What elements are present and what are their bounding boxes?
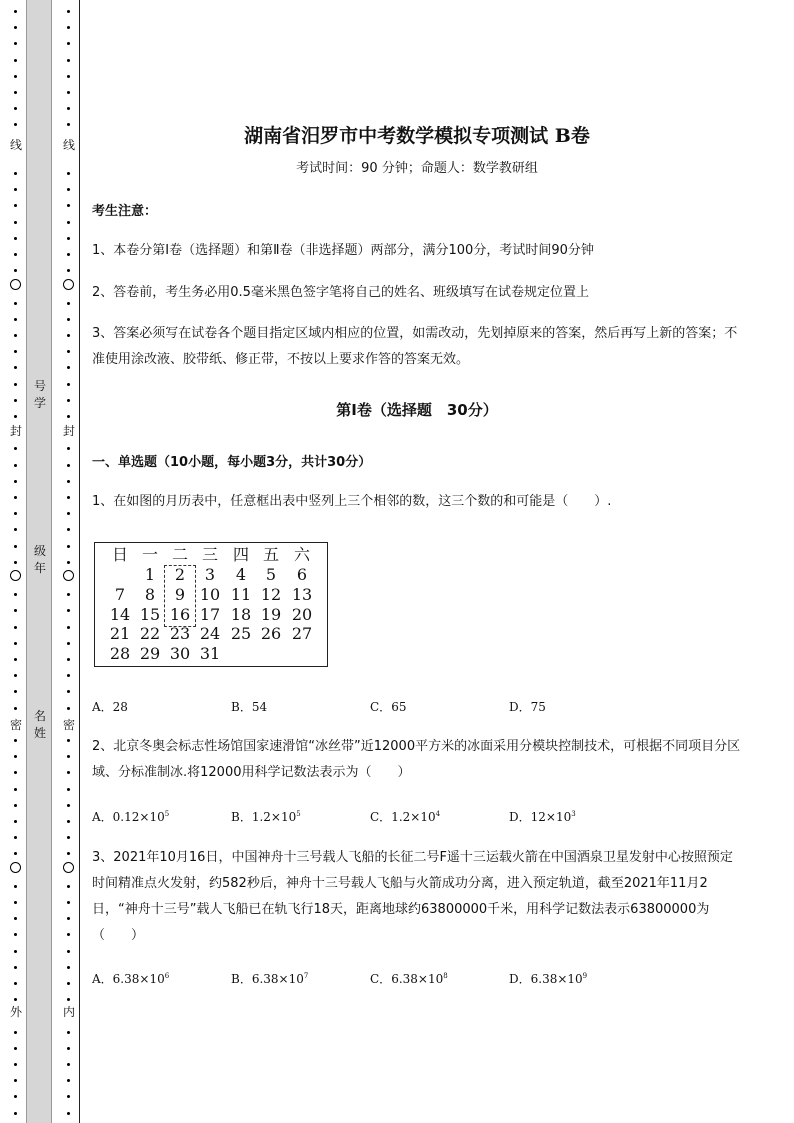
- binding-dot: [67, 318, 70, 321]
- binding-dot: [67, 123, 70, 126]
- binding-label: 密: [9, 718, 22, 732]
- binding-dot: [67, 1047, 70, 1050]
- binding-dot: [14, 933, 17, 936]
- binding-dot: [14, 123, 17, 126]
- binding-label: 封: [9, 424, 22, 438]
- binding-dot: [14, 496, 17, 499]
- calendar-date: 27: [291, 624, 313, 643]
- binding-dot: [14, 334, 17, 337]
- binding-dot: [67, 626, 70, 629]
- calendar-weekday-header: 六: [293, 545, 310, 564]
- calendar-weekday-header: 一: [141, 545, 158, 564]
- binding-dot: [14, 350, 17, 353]
- binding-circle: [63, 570, 74, 581]
- calendar-date: 31: [199, 644, 221, 663]
- calendar-date: 6: [296, 565, 308, 584]
- calendar-date: 5: [265, 565, 277, 584]
- binding-dot: [67, 561, 70, 564]
- binding-dot: [14, 366, 17, 369]
- calendar-date: 1: [144, 565, 156, 584]
- question-3-options: [92, 970, 742, 990]
- binding-circle: [63, 279, 74, 290]
- binding-dot: [14, 91, 17, 94]
- binding-dot: [67, 1063, 70, 1066]
- calendar-date: 20: [291, 605, 313, 624]
- binding-dot: [67, 545, 70, 548]
- binding-dot: [14, 1031, 17, 1034]
- option-a[interactable]: A．$0.12\times 10^5$: [92, 810, 170, 824]
- calendar-date: 24: [199, 624, 221, 643]
- binding-dot: [14, 804, 17, 807]
- binding-dot: [14, 771, 17, 774]
- inner-binding-column: [61, 0, 77, 1123]
- binding-dot: [67, 464, 70, 467]
- option-b[interactable]: B．54: [231, 700, 268, 714]
- student-field-char: 学: [33, 396, 46, 410]
- binding-dot: [14, 188, 17, 191]
- binding-dot: [14, 75, 17, 78]
- student-field-char: 姓: [33, 726, 46, 740]
- binding-dot: [14, 399, 17, 402]
- binding-dot: [67, 350, 70, 353]
- calendar-date: 15: [139, 605, 161, 624]
- student-field-char: 名: [33, 709, 46, 723]
- student-field-char: 级: [33, 544, 46, 558]
- binding-dot: [14, 512, 17, 515]
- binding-dot: [67, 755, 70, 758]
- binding-dot: [67, 334, 70, 337]
- binding-dot: [67, 528, 70, 531]
- question-1-options: [92, 698, 742, 718]
- binding-label: 外: [9, 1005, 22, 1019]
- binding-dot: [14, 739, 17, 742]
- notice-item: 1、本卷分第Ⅰ卷（选择题）和第Ⅱ卷（非选择题）两部分，满分100分，考试时间90分钟: [92, 243, 594, 258]
- calendar-date: 12: [260, 585, 282, 604]
- binding-dot: [14, 1079, 17, 1082]
- calendar-date: 26: [260, 624, 282, 643]
- calendar-weekday-header: 三: [201, 545, 218, 564]
- binding-dot: [67, 658, 70, 661]
- option-d[interactable]: D．75: [509, 700, 546, 714]
- binding-dot: [67, 933, 70, 936]
- binding-dot: [67, 302, 70, 305]
- binding-dot: [67, 10, 70, 13]
- calendar-date: 7: [114, 585, 126, 604]
- notice-item: 2、答卷前，考生务必用0.5毫米黑色签字笔将自己的姓名、班级填写在试卷规定位置上: [92, 285, 589, 300]
- binding-dot: [14, 707, 17, 710]
- option-a[interactable]: A．28: [92, 700, 128, 714]
- binding-dot: [67, 447, 70, 450]
- binding-dot: [67, 383, 70, 386]
- calendar-date: 22: [139, 624, 161, 643]
- binding-dot: [14, 593, 17, 596]
- option-a[interactable]: A．$6.38\times 10^6$: [92, 972, 170, 986]
- calendar-date: 2: [174, 565, 186, 584]
- binding-dot: [67, 982, 70, 985]
- binding-dot: [14, 788, 17, 791]
- calendar-date: 11: [230, 585, 252, 604]
- binding-dot: [67, 771, 70, 774]
- exam-title: 湖南省汨罗市中考数学模拟专项测试 B卷: [244, 125, 590, 147]
- question-2-stem: 2、北京冬奥会标志性场馆国家速滑馆“冰丝带”近12000平方米的冰面采用分模块控制技术，可根据不同项目分区域、分标准制冰.将12000用科学记数法表示为（ ）: [92, 739, 741, 780]
- option-b[interactable]: B．$1.2\times 10^5$: [231, 810, 301, 824]
- student-field-label: [27, 378, 53, 412]
- binding-dot: [14, 674, 17, 677]
- binding-label: 密: [62, 718, 75, 732]
- option-c[interactable]: C．65: [370, 700, 407, 714]
- calendar-date: 14: [109, 605, 131, 624]
- question-2-options: [92, 808, 742, 828]
- binding-dot: [14, 253, 17, 256]
- option-c[interactable]: C．$6.38\times 10^8$: [370, 972, 448, 986]
- calendar-date: 16: [169, 605, 191, 624]
- binding-dot: [14, 172, 17, 175]
- binding-dot: [14, 755, 17, 758]
- binding-line: [79, 0, 80, 1123]
- calendar-date: 17: [199, 605, 221, 624]
- month-calendar: [94, 542, 328, 667]
- binding-dot: [14, 383, 17, 386]
- binding-dot: [67, 188, 70, 191]
- binding-label: 线: [62, 138, 75, 152]
- binding-dot: [14, 1112, 17, 1115]
- binding-dot: [14, 447, 17, 450]
- binding-dot: [67, 59, 70, 62]
- binding-dot: [14, 917, 17, 920]
- binding-dot: [14, 415, 17, 418]
- student-field-char: 年: [33, 561, 46, 575]
- binding-circle: [63, 862, 74, 873]
- binding-dot: [67, 674, 70, 677]
- binding-dot: [14, 982, 17, 985]
- binding-dot: [67, 820, 70, 823]
- binding-dot: [67, 237, 70, 240]
- binding-dot: [67, 739, 70, 742]
- calendar-date: 19: [260, 605, 282, 624]
- binding-dot: [14, 302, 17, 305]
- binding-dot: [14, 1063, 17, 1066]
- student-field-label: [27, 543, 53, 577]
- binding-dot: [67, 966, 70, 969]
- binding-dot: [67, 399, 70, 402]
- binding-dot: [14, 642, 17, 645]
- notice-heading: 考生注意：: [92, 204, 158, 219]
- binding-dot: [14, 885, 17, 888]
- question-3-stem: 3、2021年10月16日，中国神舟十三号载人飞船的长征二号F遥十三运载火箭在中国酒泉卫星发射中心按照预定时间精准点火发射，约582秒后，神舟十三号载人飞船与火箭成功分离，进入预定轨道，截至2021年11月2日，“神舟十三号”载人飞船已在轨飞行18天，距离地球约63800000千米，用科学记数法表示63800000为（ ）: [92, 850, 733, 943]
- binding-dot: [14, 269, 17, 272]
- calendar-date: 25: [230, 624, 252, 643]
- binding-label: 内: [62, 1005, 75, 1019]
- binding-label: 线: [9, 138, 22, 152]
- option-d[interactable]: D．$6.38\times 10^9$: [509, 972, 588, 986]
- calendar-date: 18: [230, 605, 252, 624]
- binding-label: 封: [62, 424, 75, 438]
- binding-dot: [67, 1031, 70, 1034]
- calendar-weekday-header: 四: [232, 545, 249, 564]
- binding-dot: [14, 561, 17, 564]
- option-d[interactable]: D．$12\times 10^3$: [509, 810, 576, 824]
- binding-dot: [14, 528, 17, 531]
- binding-dot: [67, 609, 70, 612]
- binding-dot: [67, 512, 70, 515]
- binding-dot: [67, 42, 70, 45]
- binding-circle: [10, 862, 21, 873]
- calendar-date: 30: [169, 644, 191, 663]
- calendar-date: 21: [109, 624, 131, 643]
- binding-dot: [67, 480, 70, 483]
- calendar-date: 9: [174, 585, 186, 604]
- binding-dot: [67, 75, 70, 78]
- binding-dot: [67, 1095, 70, 1098]
- binding-dot: [14, 626, 17, 629]
- binding-dot: [67, 593, 70, 596]
- binding-dot: [14, 966, 17, 969]
- binding-dot: [67, 1112, 70, 1115]
- option-b[interactable]: B．$6.38\times 10^7$: [231, 972, 309, 986]
- binding-dot: [67, 690, 70, 693]
- binding-dot: [67, 91, 70, 94]
- binding-dot: [67, 917, 70, 920]
- binding-dot: [14, 464, 17, 467]
- calendar-date: 23: [169, 624, 191, 643]
- binding-dot: [67, 172, 70, 175]
- binding-dot: [67, 950, 70, 953]
- section-heading: 一、单选题（10小题，每小题3分，共计30分）: [92, 455, 372, 470]
- student-info-strip: [26, 0, 52, 1123]
- binding-dot: [67, 26, 70, 29]
- calendar-date: 13: [291, 585, 313, 604]
- binding-dot: [67, 998, 70, 1001]
- binding-dot: [14, 42, 17, 45]
- binding-dot: [67, 204, 70, 207]
- student-field-label: [27, 708, 53, 742]
- binding-dot: [67, 707, 70, 710]
- binding-dot: [14, 237, 17, 240]
- binding-dot: [67, 1079, 70, 1082]
- calendar-date: 10: [199, 585, 221, 604]
- binding-dot: [14, 1047, 17, 1050]
- binding-dot: [67, 885, 70, 888]
- question-1-stem: 1、在如图的月历表中，任意框出表中竖列上三个相邻的数，这三个数的和可能是（ ）.: [92, 494, 612, 509]
- binding-dot: [14, 59, 17, 62]
- binding-dot: [14, 950, 17, 953]
- binding-dot: [14, 107, 17, 110]
- binding-dot: [67, 415, 70, 418]
- binding-dot: [14, 545, 17, 548]
- binding-dot: [14, 204, 17, 207]
- binding-dot: [67, 253, 70, 256]
- binding-circle: [10, 570, 21, 581]
- option-c[interactable]: C．$1.2\times 10^4$: [370, 810, 441, 824]
- binding-dot: [67, 804, 70, 807]
- binding-dot: [14, 836, 17, 839]
- binding-dot: [67, 366, 70, 369]
- part-title: 第Ⅰ卷（选择题 30分）: [336, 401, 498, 419]
- binding-dot: [14, 690, 17, 693]
- student-field-char: 号: [33, 379, 46, 393]
- calendar-weekday-header: 日: [111, 545, 128, 564]
- calendar-date: 29: [139, 644, 161, 663]
- calendar-weekday-header: 二: [171, 545, 188, 564]
- notice-item: 3、答案必须写在试卷各个题目指定区域内相应的位置，如需改动，先划掉原来的答案，然后再写上新的答案；不准使用涂改液、胶带纸、修正带，不按以上要求作答的答案无效。: [92, 326, 738, 367]
- binding-dot: [14, 318, 17, 321]
- binding-dot: [14, 852, 17, 855]
- binding-dot: [14, 901, 17, 904]
- calendar-date: 8: [144, 585, 156, 604]
- binding-dot: [14, 1095, 17, 1098]
- binding-dot: [14, 609, 17, 612]
- calendar-date: 4: [235, 565, 247, 584]
- outer-binding-column: [8, 0, 24, 1123]
- binding-dot: [67, 496, 70, 499]
- calendar-date: 28: [109, 644, 131, 663]
- binding-dot: [14, 658, 17, 661]
- binding-dot: [14, 221, 17, 224]
- binding-dot: [67, 836, 70, 839]
- binding-dot: [14, 820, 17, 823]
- binding-dot: [14, 480, 17, 483]
- calendar-weekday-header: 五: [262, 545, 279, 564]
- binding-dot: [67, 901, 70, 904]
- calendar-date: 3: [204, 565, 216, 584]
- binding-dot: [14, 10, 17, 13]
- exam-subtitle: 考试时间：90 分钟；命题人：数学教研组: [296, 161, 538, 176]
- binding-dot: [67, 221, 70, 224]
- binding-dot: [14, 998, 17, 1001]
- binding-dot: [67, 107, 70, 110]
- binding-circle: [10, 279, 21, 290]
- binding-dot: [67, 642, 70, 645]
- binding-dot: [67, 269, 70, 272]
- binding-dot: [67, 852, 70, 855]
- binding-dot: [67, 788, 70, 791]
- binding-dot: [14, 26, 17, 29]
